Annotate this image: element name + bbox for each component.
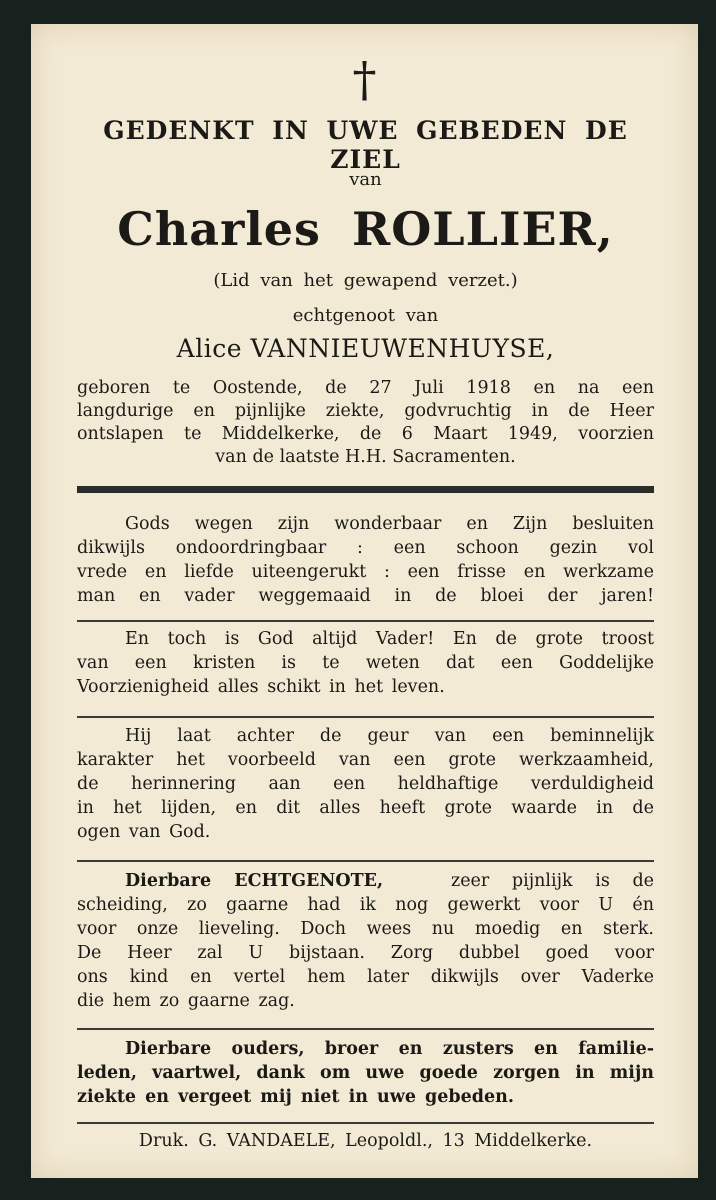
deceased-name: Charles ROLLIER, bbox=[117, 202, 614, 256]
text-line: Voorzienigheid alles schikt in het leven. bbox=[77, 677, 445, 697]
text-line: ons kind en vertel hem later dikwijls over Vaderke bbox=[77, 967, 654, 987]
divider bbox=[77, 860, 654, 862]
text-line: de herinnering aan een heldhaftige verduldigheid bbox=[77, 774, 654, 794]
paragraph-consolation bbox=[77, 627, 654, 699]
text-line: ziekte en vergeet mij niet in uwe gebeden. bbox=[77, 1087, 514, 1107]
bio-line: van de laatste H.H. Sacramenten. bbox=[215, 447, 516, 467]
spouse-prefix: echtgenoot van bbox=[292, 305, 439, 326]
van-label: van bbox=[349, 169, 382, 190]
biography bbox=[77, 377, 654, 469]
text-line: in het lijden, en dit alles heeft grote waarde in de bbox=[77, 798, 654, 818]
text-line: scheiding, zo gaarne had ik nog gewerkt voor U én bbox=[77, 895, 654, 915]
divider bbox=[77, 620, 654, 622]
bio-line: ontslapen te Middelkerke, de 6 Maart 1949, voorzien bbox=[77, 424, 654, 444]
paragraph-legacy bbox=[77, 724, 654, 844]
text-line: ogen van God. bbox=[77, 822, 211, 842]
text-line: voor onze lieveling. Doch wees nu moedig en sterk. bbox=[77, 919, 654, 939]
card-heading: GEDENKT IN UWE GEBEDEN DE ZIEL bbox=[103, 116, 628, 174]
text-line: En toch is God altijd Vader! En de grote troost bbox=[125, 629, 654, 649]
spouse-name: Alice VANNIEUWENHUYSE, bbox=[176, 334, 555, 363]
divider bbox=[77, 716, 654, 718]
text-fragment: zeer pijnlijk is de bbox=[450, 871, 654, 891]
text-line: man en vader weggemaaid in de bloei der jaren! bbox=[77, 586, 654, 606]
text-line: vrede en liefde uiteengerukt : een frisse en werkzame bbox=[77, 562, 654, 582]
divider-thick bbox=[77, 486, 654, 493]
bio-line: geboren te Oostende, de 27 Juli 1918 en na een bbox=[77, 378, 654, 398]
divider bbox=[77, 1122, 654, 1124]
text-line: die hem zo gaarne zag. bbox=[77, 991, 295, 1011]
text-line bbox=[77, 869, 654, 893]
paragraph-providence bbox=[77, 512, 654, 608]
text-line: Gods wegen zijn wonderbaar en Zijn besluiten bbox=[125, 514, 654, 534]
text-line: Dierbare ouders, broer en zusters en familie- bbox=[125, 1039, 654, 1059]
divider bbox=[77, 1028, 654, 1030]
membership-note: (Lid van het gewapend verzet.) bbox=[213, 270, 518, 291]
paragraph-spouse bbox=[77, 869, 654, 1013]
text-line: leden, vaartwel, dank om uwe goede zorgen in mijn bbox=[77, 1063, 654, 1083]
text-line: dikwijls ondoordringbaar : een schoon gezin vol bbox=[77, 538, 654, 558]
text-line: karakter het voorbeeld van een grote werkzaamheid, bbox=[77, 750, 654, 770]
cross-icon: † bbox=[352, 52, 377, 108]
printer-imprint: Druk. G. VANDAELE, Leopoldl., 13 Middelkerke. bbox=[138, 1131, 593, 1151]
spouse-address: Dierbare ECHTGENOTE, bbox=[125, 871, 384, 891]
bio-line: langdurige en pijnlijke ziekte, godvruchtig in de Heer bbox=[77, 401, 654, 421]
memorial-card bbox=[31, 24, 698, 1178]
text-line: van een kristen is te weten dat een Goddelijke bbox=[77, 653, 654, 673]
text-line: Hij laat achter de geur van een beminnelijk bbox=[125, 726, 654, 746]
paragraph-family bbox=[77, 1037, 654, 1109]
text-line: De Heer zal U bijstaan. Zorg dubbel goed voor bbox=[77, 943, 654, 963]
